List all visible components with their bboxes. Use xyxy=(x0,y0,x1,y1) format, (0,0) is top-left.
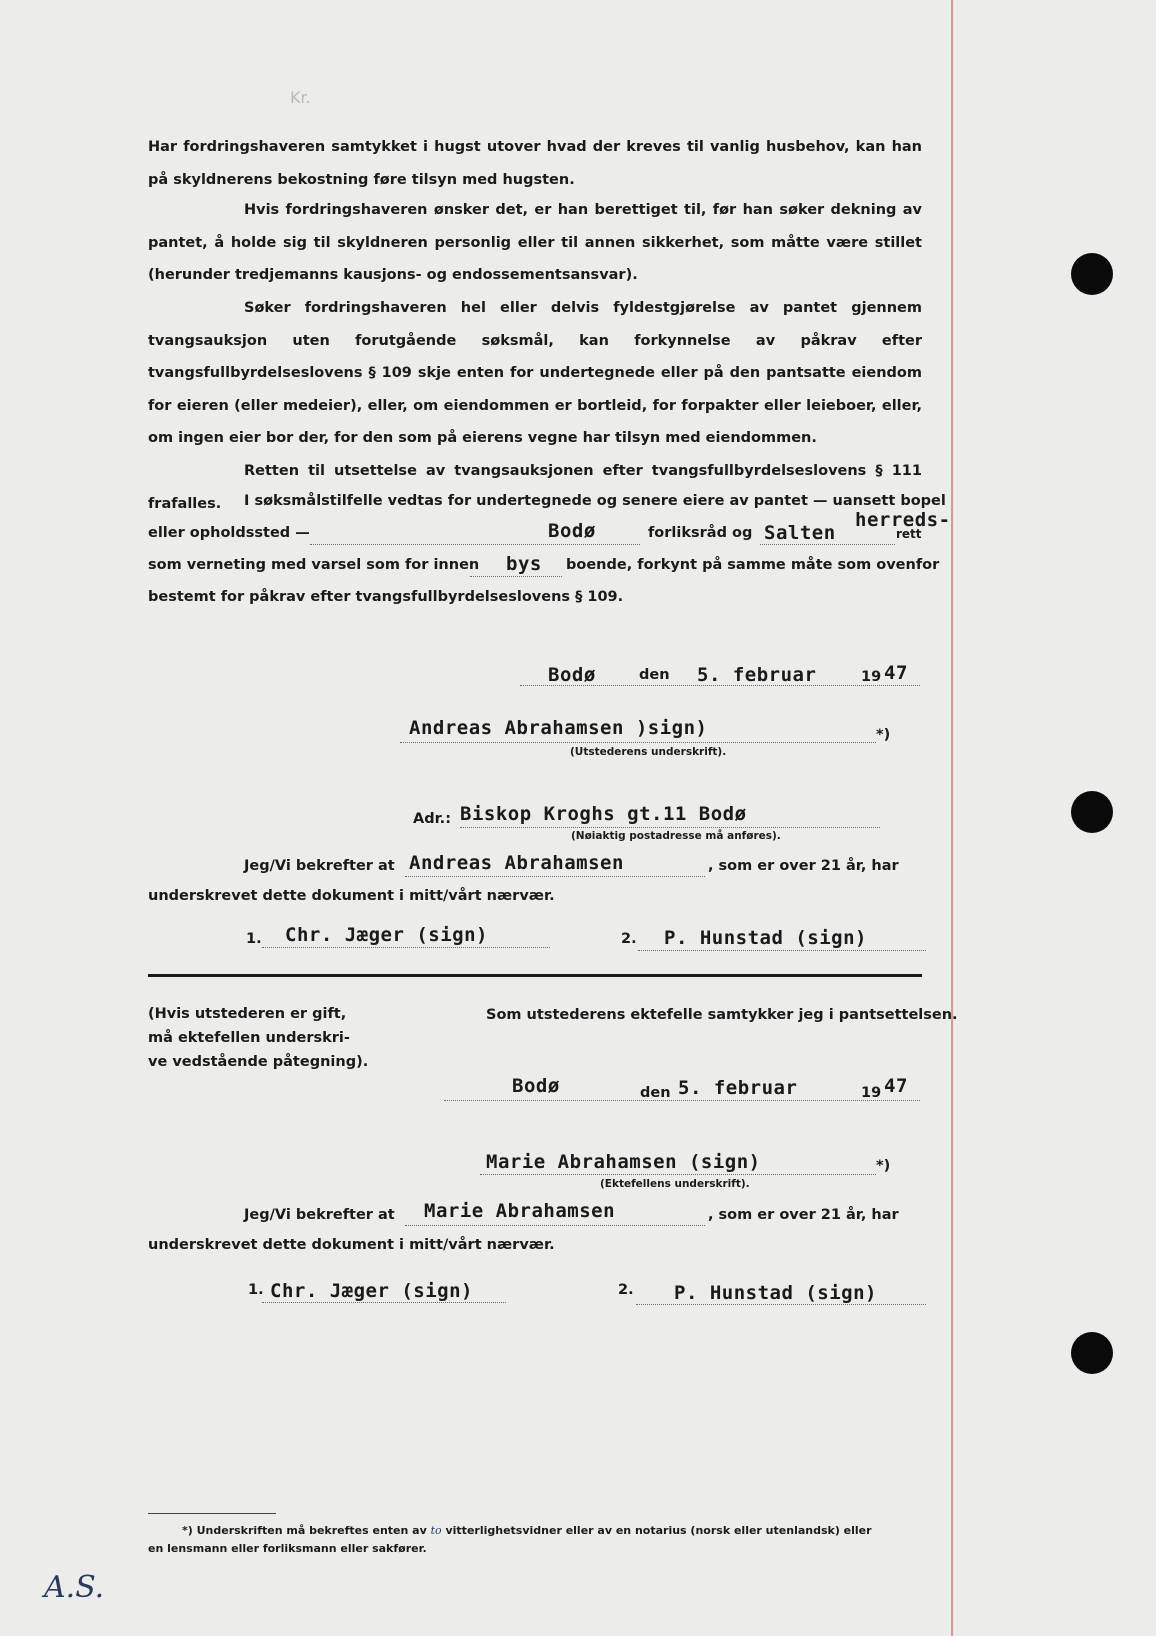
issuer-year-suffix: 47 xyxy=(884,662,908,684)
spouse-year-prefix: 19 xyxy=(861,1085,882,1101)
paragraph-forced-sale: Søker fordringshaveren hel eller delvis fyldestgjørelse av pantet gjennem tvangsauksjon uten forutgående søksmål, kan forkynnelse av påkrav efter tvangsfullbyrdelseslovens § 109 skje enten for undertegnede eller på den pantsatte eiendom for eieren (eller medeier), eller, om eiendommen er bortleid, for forpakter eller leieboer, eller, om ingen eier bor der, for den som på eierens vegne har tilsyn med eiendommen. xyxy=(148,300,922,446)
spouse-note-line-1: (Hvis utstederen er gift, xyxy=(148,1006,347,1022)
spouse-year-suffix: 47 xyxy=(884,1075,908,1097)
venue-line-2-prefix: eller opholdssted — xyxy=(148,525,310,541)
footnote-line-2: en lensmann eller forliksmann eller sakfører. xyxy=(148,1542,427,1555)
footnote-rule xyxy=(148,1513,276,1514)
issuer-year-prefix: 19 xyxy=(861,669,882,685)
issuer-address-label: Adr.: xyxy=(413,811,451,827)
issuer-place: Bodø xyxy=(548,664,596,686)
punch-hole xyxy=(1071,253,1113,295)
spouse-date: 5. februar xyxy=(678,1077,798,1099)
margin-handwriting: A.S. xyxy=(44,1570,105,1605)
dotted-line xyxy=(400,742,876,743)
spouse-witness-1-number: 1. xyxy=(248,1282,264,1298)
spouse-witness-2: P. Hunstad (sign) xyxy=(674,1282,877,1304)
dotted-line xyxy=(760,544,895,545)
issuer-witness-2: P. Hunstad (sign) xyxy=(664,927,867,949)
page-header-bleed: Kr. xyxy=(290,88,311,107)
venue-town: Bodø xyxy=(548,520,596,542)
paragraph-hugst: Har fordringshaveren samtykket i hugst utover hvad der kreves til vanlig husbehov, kan han på skyldnerens bekostning føre tilsyn med hugsten. xyxy=(148,139,922,188)
footnote xyxy=(148,1522,928,1558)
issuer-confirm-name: Andreas Abrahamsen xyxy=(409,852,624,874)
section-divider xyxy=(148,974,922,977)
dotted-line xyxy=(405,1225,705,1226)
spouse-witness-1: Chr. Jæger (sign) xyxy=(270,1280,473,1302)
venue-line-3-suffix: boende, forkynt på samme måte som ovenfor xyxy=(566,557,940,573)
venue-rett: rett xyxy=(896,527,922,541)
spouse-den: den xyxy=(640,1085,671,1101)
dotted-line xyxy=(262,947,550,948)
issuer-address-caption: (Nøiaktig postadresse må anføres). xyxy=(571,830,781,842)
issuer-signature-asterisk: *) xyxy=(876,727,891,743)
issuer-den: den xyxy=(639,667,670,683)
footnote-line-1: *) Underskriften må bekreftes enten av to vitterlighetsvidner eller av en notarius (norsk eller utenlandsk) eller xyxy=(182,1524,872,1537)
dotted-line xyxy=(444,1100,920,1101)
spouse-consent: Som utstederens ektefelle samtykker jeg i pantsettelsen. xyxy=(486,1007,958,1023)
dotted-line xyxy=(405,876,705,877)
spouse-note-line-2: må ektefellen underskri- xyxy=(148,1030,350,1046)
venue-court: Salten xyxy=(764,522,836,544)
issuer-confirm-prefix: Jeg/Vi bekrefter at xyxy=(244,858,395,874)
issuer-witness-1: Chr. Jæger (sign) xyxy=(285,924,488,946)
venue-court-type: herreds- xyxy=(855,509,951,531)
venue-line-3-prefix: som verneting med varsel som for innen xyxy=(148,557,480,573)
dotted-line xyxy=(310,544,640,545)
spouse-confirm-suffix: , som er over 21 år, har xyxy=(708,1207,899,1223)
venue-line-1: I søksmålstilfelle vedtas for undertegnede og senere eiere av pantet — uansett bopel xyxy=(244,493,946,509)
spouse-place: Bodø xyxy=(512,1075,560,1097)
dotted-line xyxy=(636,1304,926,1305)
issuer-witness-1-number: 1. xyxy=(246,931,262,947)
dotted-line xyxy=(262,1302,506,1303)
dotted-line xyxy=(638,950,926,951)
issuer-confirm-suffix: , som er over 21 år, har xyxy=(708,858,899,874)
spouse-signature-caption: (Ektefellens underskrift). xyxy=(600,1178,750,1190)
spouse-confirm-line-2: underskrevet dette dokument i mitt/vårt nærvær. xyxy=(148,1237,555,1253)
issuer-address: Biskop Kroghs gt.11 Bodø xyxy=(460,803,747,825)
dotted-line xyxy=(470,576,562,577)
issuer-signature-caption: (Utstederens underskrift). xyxy=(570,746,727,758)
issuer-signature: Andreas Abrahamsen )sign) xyxy=(409,717,708,739)
issuer-confirm-line-2: underskrevet dette dokument i mitt/vårt nærvær. xyxy=(148,888,555,904)
issuer-witness-2-number: 2. xyxy=(621,931,637,947)
dotted-line xyxy=(480,1174,876,1175)
issuer-date: 5. februar xyxy=(697,664,817,686)
punch-hole xyxy=(1071,1332,1113,1374)
venue-line-4: bestemt for påkrav efter tvangsfullbyrdelseslovens § 109. xyxy=(148,589,624,605)
spouse-witness-2-number: 2. xyxy=(618,1282,634,1298)
punch-hole xyxy=(1071,791,1113,833)
dotted-line xyxy=(460,827,880,828)
spouse-signature: Marie Abrahamsen (sign) xyxy=(486,1151,761,1173)
spouse-signature-asterisk: *) xyxy=(876,1158,891,1174)
spouse-confirm-name: Marie Abrahamsen xyxy=(424,1200,616,1222)
spouse-note-line-3: ve vedstående påtegning). xyxy=(148,1054,369,1070)
margin-line xyxy=(951,0,953,1636)
spouse-confirm-prefix: Jeg/Vi bekrefter at xyxy=(244,1207,395,1223)
venue-forliksrad: forliksråd og xyxy=(648,525,753,541)
paragraph-personal-liability: Hvis fordringshaveren ønsker det, er han berettiget til, før han søker dekning av pantet, å holde sig til skyldneren personlig eller til annen sikkerhet, som måtte være stillet (herunder tredjemanns kausjons- og endossementsansvar). xyxy=(148,202,922,283)
paragraph-postponement: Retten til utsettelse av tvangsauksjonen efter tvangsfullbyrdelseslovens § 111 frafalles. xyxy=(148,463,922,512)
venue-bys: bys xyxy=(506,553,542,575)
footnote-handwritten: to xyxy=(430,1524,442,1537)
